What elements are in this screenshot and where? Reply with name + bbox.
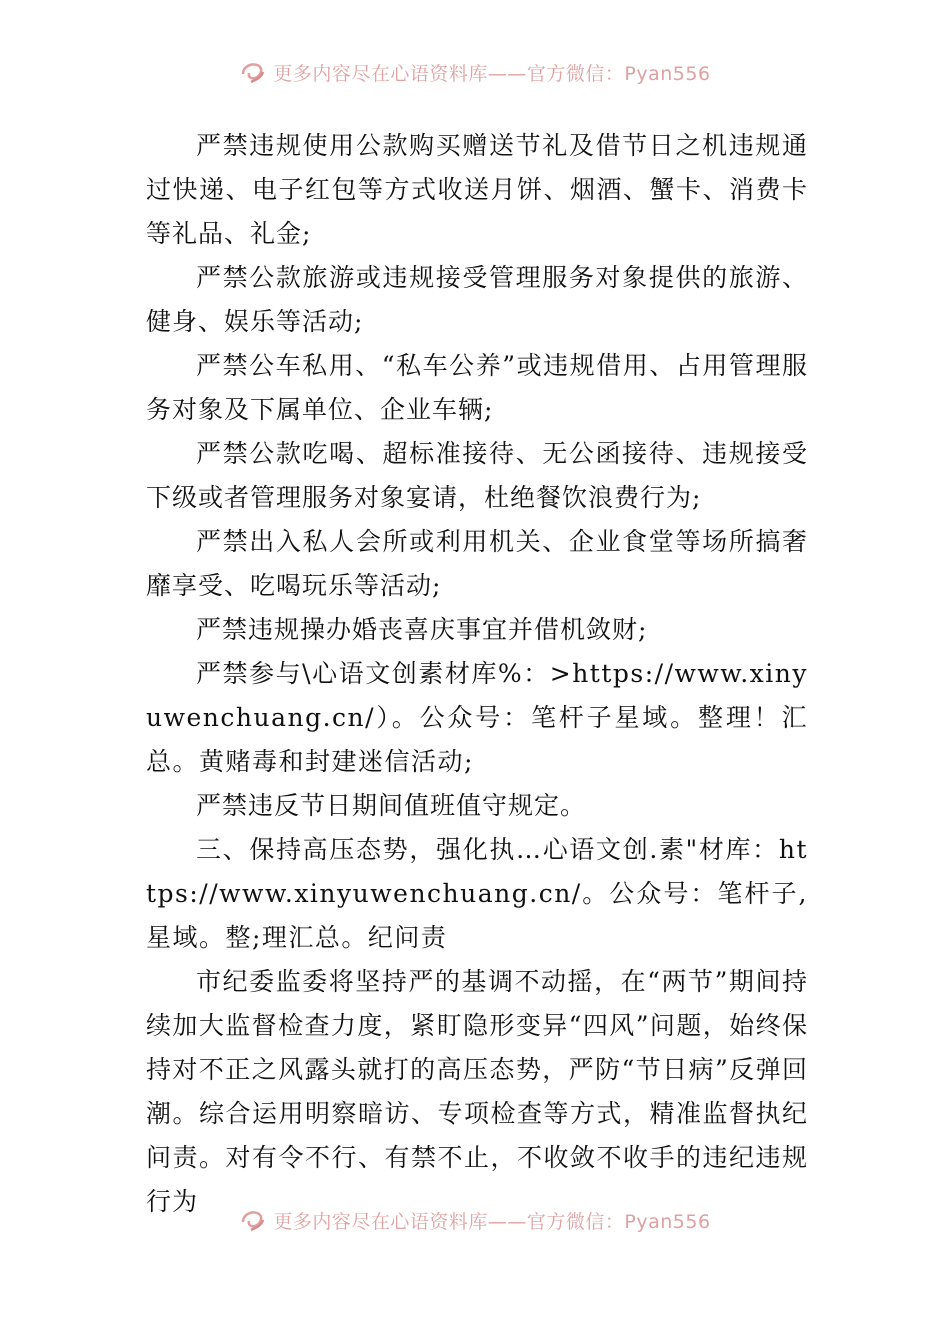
watermark-logo-icon [239,58,267,86]
watermark-text: 更多内容尽在心语资料库——官方微信：Pyan556 [273,62,711,85]
paragraph: 严禁参与\心语文创素材库%：>https://www.xinyuwenchuang.cn/）。公众号：笔杆子星域。整理！汇总。黄赌毒和封建迷信活动; [146,659,808,776]
watermark-text: 更多内容尽在心语资料库——官方微信：Pyan556 [273,1210,711,1233]
document-body [146,124,808,1224]
watermark-logo-icon [239,1206,267,1234]
paragraph: 严禁公车私用、“私车公养”或违规借用、占用管理服务对象及下属单位、企业车辆; [146,351,808,424]
header-watermark [0,52,950,92]
paragraph: 严禁出入私人会所或利用机关、企业食堂等场所搞奢靡享受、吃喝玩乐等活动; [146,527,808,600]
paragraph: 严禁公款吃喝、超标准接待、无公函接待、违规接受下级或者管理服务对象宴请，杜绝餐饮浪费行为; [146,439,808,512]
section-heading: 三、保持高压态势，强化执…心语文创.素"材库：https://www.xinyuwenchuang.cn/。公众号：笔杆子,星域。整;理汇总。纪问责 [146,835,808,952]
paragraph: 严禁违反节日期间值班值守规定。 [196,791,587,820]
paragraph: 严禁违规使用公款购买赠送节礼及借节日之机违规通过快递、电子红包等方式收送月饼、烟酒、蟹卡、消费卡等礼品、礼金; [146,131,808,248]
footer-watermark [0,1200,950,1240]
paragraph: 严禁公款旅游或违规接受管理服务对象提供的旅游、健身、娱乐等活动; [146,263,808,336]
paragraph: 严禁违规操办婚丧喜庆事宜并借机敛财; [196,615,648,644]
paragraph: 市纪委监委将坚持严的基调不动摇，在“两节”期间持续加大监督检查力度，紧盯隐形变异“四风”问题，始终保持对不正之风露头就打的高压态势，严防“节日病”反弹回潮。综合运用明察暗访、专项检查等方式，精准监督执纪问责。对有令不行、有禁不止，不收敛不收手的违纪违规行为 [146,967,808,1216]
